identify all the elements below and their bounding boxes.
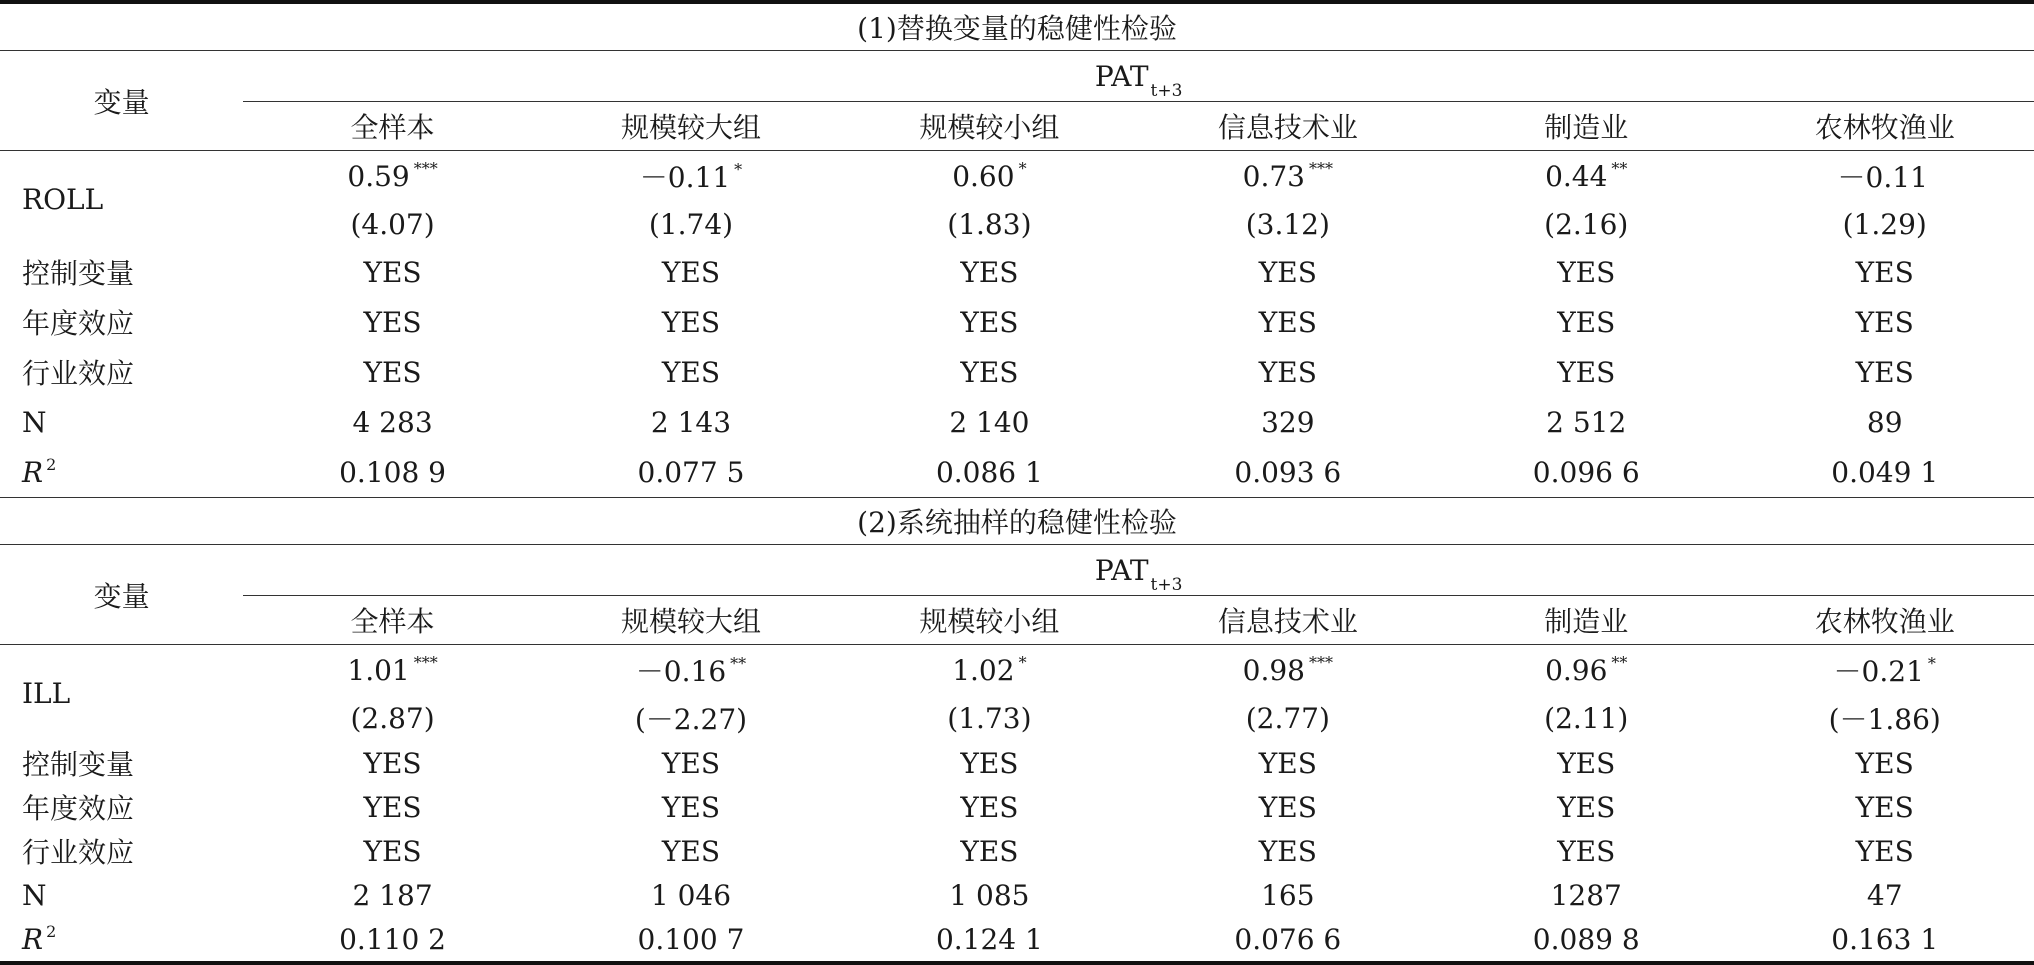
table-cell: 165	[1261, 878, 1315, 912]
coefficient-cell	[243, 151, 541, 202]
table-cell: YES	[661, 834, 721, 868]
significance-stars: *	[1927, 654, 1936, 673]
group-header-row	[0, 102, 2034, 151]
coefficient-cell	[1139, 645, 1437, 696]
coefficient-value: 1.02	[952, 653, 1015, 687]
r-squared-superscript: 2	[46, 454, 57, 474]
variable-header: 变量	[0, 545, 243, 645]
coefficient-value: －0.11	[1837, 161, 1928, 194]
coefficient-row	[0, 151, 2034, 202]
table-cell: YES	[960, 790, 1019, 824]
group-header: 全样本	[350, 605, 435, 638]
dep-var-subscript: t+3	[1150, 574, 1183, 595]
r-squared-cell: 0.089 8	[1437, 917, 1735, 963]
table-row	[0, 741, 2034, 785]
table-cell: 1287	[1550, 878, 1622, 912]
t-statistic-cell: (－1.86)	[1828, 703, 1941, 736]
row-label: 年度效应	[22, 307, 135, 340]
r-squared-row	[0, 447, 2034, 498]
table-cell: YES	[661, 355, 721, 389]
table-body	[0, 2, 2034, 963]
significance-stars: ***	[1308, 158, 1333, 178]
coefficient-value: －0.11	[639, 161, 731, 194]
table-cell: YES	[1855, 255, 1914, 289]
table-cell: 2 143	[650, 405, 732, 439]
table-cell: YES	[1557, 834, 1616, 868]
coefficient-value: 0.98	[1242, 653, 1305, 687]
significance-stars: *	[734, 160, 743, 179]
key-variable-label: ILL	[0, 645, 243, 742]
row-label: N	[22, 405, 47, 439]
table-cell: YES	[960, 834, 1019, 868]
coefficient-cell	[542, 645, 840, 696]
coefficient-cell	[1139, 151, 1437, 202]
section-title-row	[0, 2, 2034, 51]
r-squared-cell: 0.096 6	[1532, 455, 1640, 489]
group-header: 信息技术业	[1217, 111, 1358, 144]
r-squared-cell: 0.108 9	[339, 455, 446, 489]
table-cell: YES	[1855, 746, 1914, 780]
table-cell: 89	[1866, 405, 1903, 439]
r-squared-superscript: 2	[46, 921, 57, 941]
group-header: 农林牧渔业	[1814, 111, 1955, 144]
coefficient-row	[0, 645, 2034, 696]
section-title-row	[0, 498, 2034, 545]
table-row	[0, 247, 2034, 297]
group-header: 信息技术业	[1217, 605, 1358, 638]
coefficient-value: 0.44	[1545, 159, 1608, 193]
group-header: 制造业	[1544, 605, 1629, 638]
table-cell: YES	[661, 255, 721, 289]
table-cell: YES	[1258, 790, 1317, 824]
r-squared-label	[0, 917, 243, 963]
r-squared-cell: 0.077 5	[637, 455, 745, 489]
dep-var-name: PAT	[1094, 553, 1149, 587]
table-cell: YES	[1855, 834, 1914, 868]
dep-var-row	[0, 51, 2034, 102]
coefficient-cell	[840, 151, 1138, 202]
table-row	[0, 785, 2034, 829]
significance-stars: ***	[413, 158, 438, 178]
variable-header: 变量	[0, 51, 243, 151]
coefficient-cell	[1735, 151, 2034, 202]
table-cell: YES	[363, 746, 422, 780]
table-cell: YES	[960, 305, 1019, 339]
coefficient-value: 0.73	[1242, 159, 1305, 193]
t-statistic-cell: (2.87)	[350, 701, 435, 735]
table-cell: YES	[1258, 746, 1317, 780]
table-cell: YES	[1258, 834, 1317, 868]
r-squared-cell: 0.110 2	[243, 917, 541, 963]
coefficient-value: 1.01	[347, 653, 410, 687]
table-cell: YES	[363, 355, 422, 389]
dep-var-row	[0, 545, 2034, 596]
t-statistic-cell: (4.07)	[350, 207, 435, 241]
table-cell: YES	[363, 834, 422, 868]
row-label: 行业效应	[22, 836, 135, 869]
table-row	[0, 829, 2034, 873]
table-cell: YES	[661, 790, 721, 824]
t-statistic-row	[0, 695, 2034, 741]
dep-var-header	[243, 51, 2034, 102]
dep-var-subscript: t+3	[1150, 80, 1183, 101]
coefficient-cell	[1735, 645, 2034, 696]
group-header: 农林牧渔业	[1814, 605, 1955, 638]
r-squared-cell: 0.093 6	[1234, 455, 1342, 489]
group-header: 规模较大组	[620, 605, 761, 638]
group-header-row	[0, 596, 2034, 645]
t-statistic-cell: (2.77)	[1245, 701, 1330, 735]
table-cell: YES	[1557, 255, 1616, 289]
table-cell: YES	[960, 355, 1019, 389]
significance-stars: **	[730, 654, 747, 673]
dep-var-name: PAT	[1094, 59, 1149, 93]
r-squared-cell: 0.124 1	[840, 917, 1138, 963]
table-cell: 2 140	[949, 405, 1030, 439]
table-row	[0, 347, 2034, 397]
table-cell: 47	[1866, 878, 1903, 912]
t-statistic-cell: (－2.27)	[634, 703, 748, 736]
coefficient-cell	[243, 645, 541, 696]
significance-stars: ***	[1308, 652, 1333, 672]
t-statistic-cell: (2.16)	[1544, 207, 1629, 241]
table-cell: YES	[960, 746, 1019, 780]
table-cell: YES	[1258, 355, 1317, 389]
table-cell: YES	[1557, 746, 1616, 780]
coefficient-cell	[1437, 645, 1735, 696]
significance-stars: *	[1018, 158, 1027, 178]
table-cell: 2 512	[1546, 405, 1627, 439]
r-squared-cell: 0.049 1	[1831, 455, 1939, 489]
significance-stars: ***	[413, 652, 438, 672]
coefficient-value: 0.59	[347, 159, 410, 193]
r-squared-cell: 0.100 7	[542, 917, 840, 963]
t-statistic-cell: (1.73)	[947, 701, 1032, 735]
coefficient-cell	[840, 645, 1138, 696]
coefficient-cell	[1437, 151, 1735, 202]
coefficient-value: 0.96	[1545, 653, 1608, 687]
table-cell: YES	[1557, 790, 1616, 824]
table-cell: YES	[1258, 305, 1317, 339]
table-cell: 2 187	[352, 878, 433, 912]
section-title: (1)替换变量的稳健性检验	[0, 2, 2034, 51]
table-row	[0, 397, 2034, 447]
table-row	[0, 297, 2034, 347]
table-cell: 1 046	[650, 878, 732, 912]
group-header: 全样本	[350, 111, 435, 144]
group-header: 规模较大组	[620, 111, 761, 144]
section-title: (2)系统抽样的稳健性检验	[0, 498, 2034, 545]
table-cell: YES	[363, 305, 422, 339]
significance-stars: **	[1611, 158, 1628, 178]
table-cell: YES	[1855, 355, 1914, 389]
table-row	[0, 873, 2034, 917]
table-cell: YES	[661, 305, 721, 339]
t-statistic-cell: (3.12)	[1245, 207, 1330, 241]
significance-stars: *	[1018, 652, 1027, 672]
r-squared-row	[0, 917, 2034, 963]
table-cell: 329	[1261, 405, 1315, 439]
dep-var-header	[243, 545, 2034, 596]
t-statistic-row	[0, 201, 2034, 247]
group-header: 规模较小组	[919, 605, 1060, 638]
table-cell: YES	[363, 790, 422, 824]
coefficient-value: －0.16	[635, 655, 727, 688]
r-squared-symbol: R	[22, 455, 44, 489]
row-label: 控制变量	[22, 748, 135, 781]
t-statistic-cell: (1.74)	[648, 207, 734, 241]
table-cell: YES	[1855, 305, 1914, 339]
r-squared-label	[0, 447, 243, 498]
r-squared-symbol: R	[22, 922, 44, 956]
group-header: 规模较小组	[919, 111, 1060, 144]
row-label: 行业效应	[22, 357, 135, 390]
table-cell: YES	[1557, 355, 1616, 389]
row-label: 控制变量	[22, 257, 135, 290]
r-squared-cell: 0.086 1	[935, 455, 1043, 489]
coefficient-cell	[542, 151, 840, 202]
table-cell: 1 085	[949, 878, 1030, 912]
row-label: N	[22, 878, 47, 912]
key-variable-label: ROLL	[0, 151, 243, 248]
row-label: 年度效应	[22, 792, 135, 825]
table-cell: YES	[363, 255, 422, 289]
group-header: 制造业	[1544, 111, 1629, 144]
table-cell: YES	[1557, 305, 1616, 339]
r-squared-cell: 0.163 1	[1735, 917, 2034, 963]
t-statistic-cell: (1.29)	[1842, 207, 1927, 241]
coefficient-value: －0.21	[1833, 655, 1924, 688]
r-squared-cell: 0.076 6	[1139, 917, 1437, 963]
table-cell: 4 283	[352, 405, 433, 439]
table-cell: YES	[1258, 255, 1317, 289]
coefficient-value: 0.60	[952, 159, 1015, 193]
table-cell: YES	[960, 255, 1019, 289]
table-cell: YES	[1855, 790, 1914, 824]
significance-stars: **	[1611, 652, 1628, 672]
t-statistic-cell: (1.83)	[947, 207, 1032, 241]
t-statistic-cell: (2.11)	[1544, 701, 1629, 735]
table-cell: YES	[661, 746, 721, 780]
